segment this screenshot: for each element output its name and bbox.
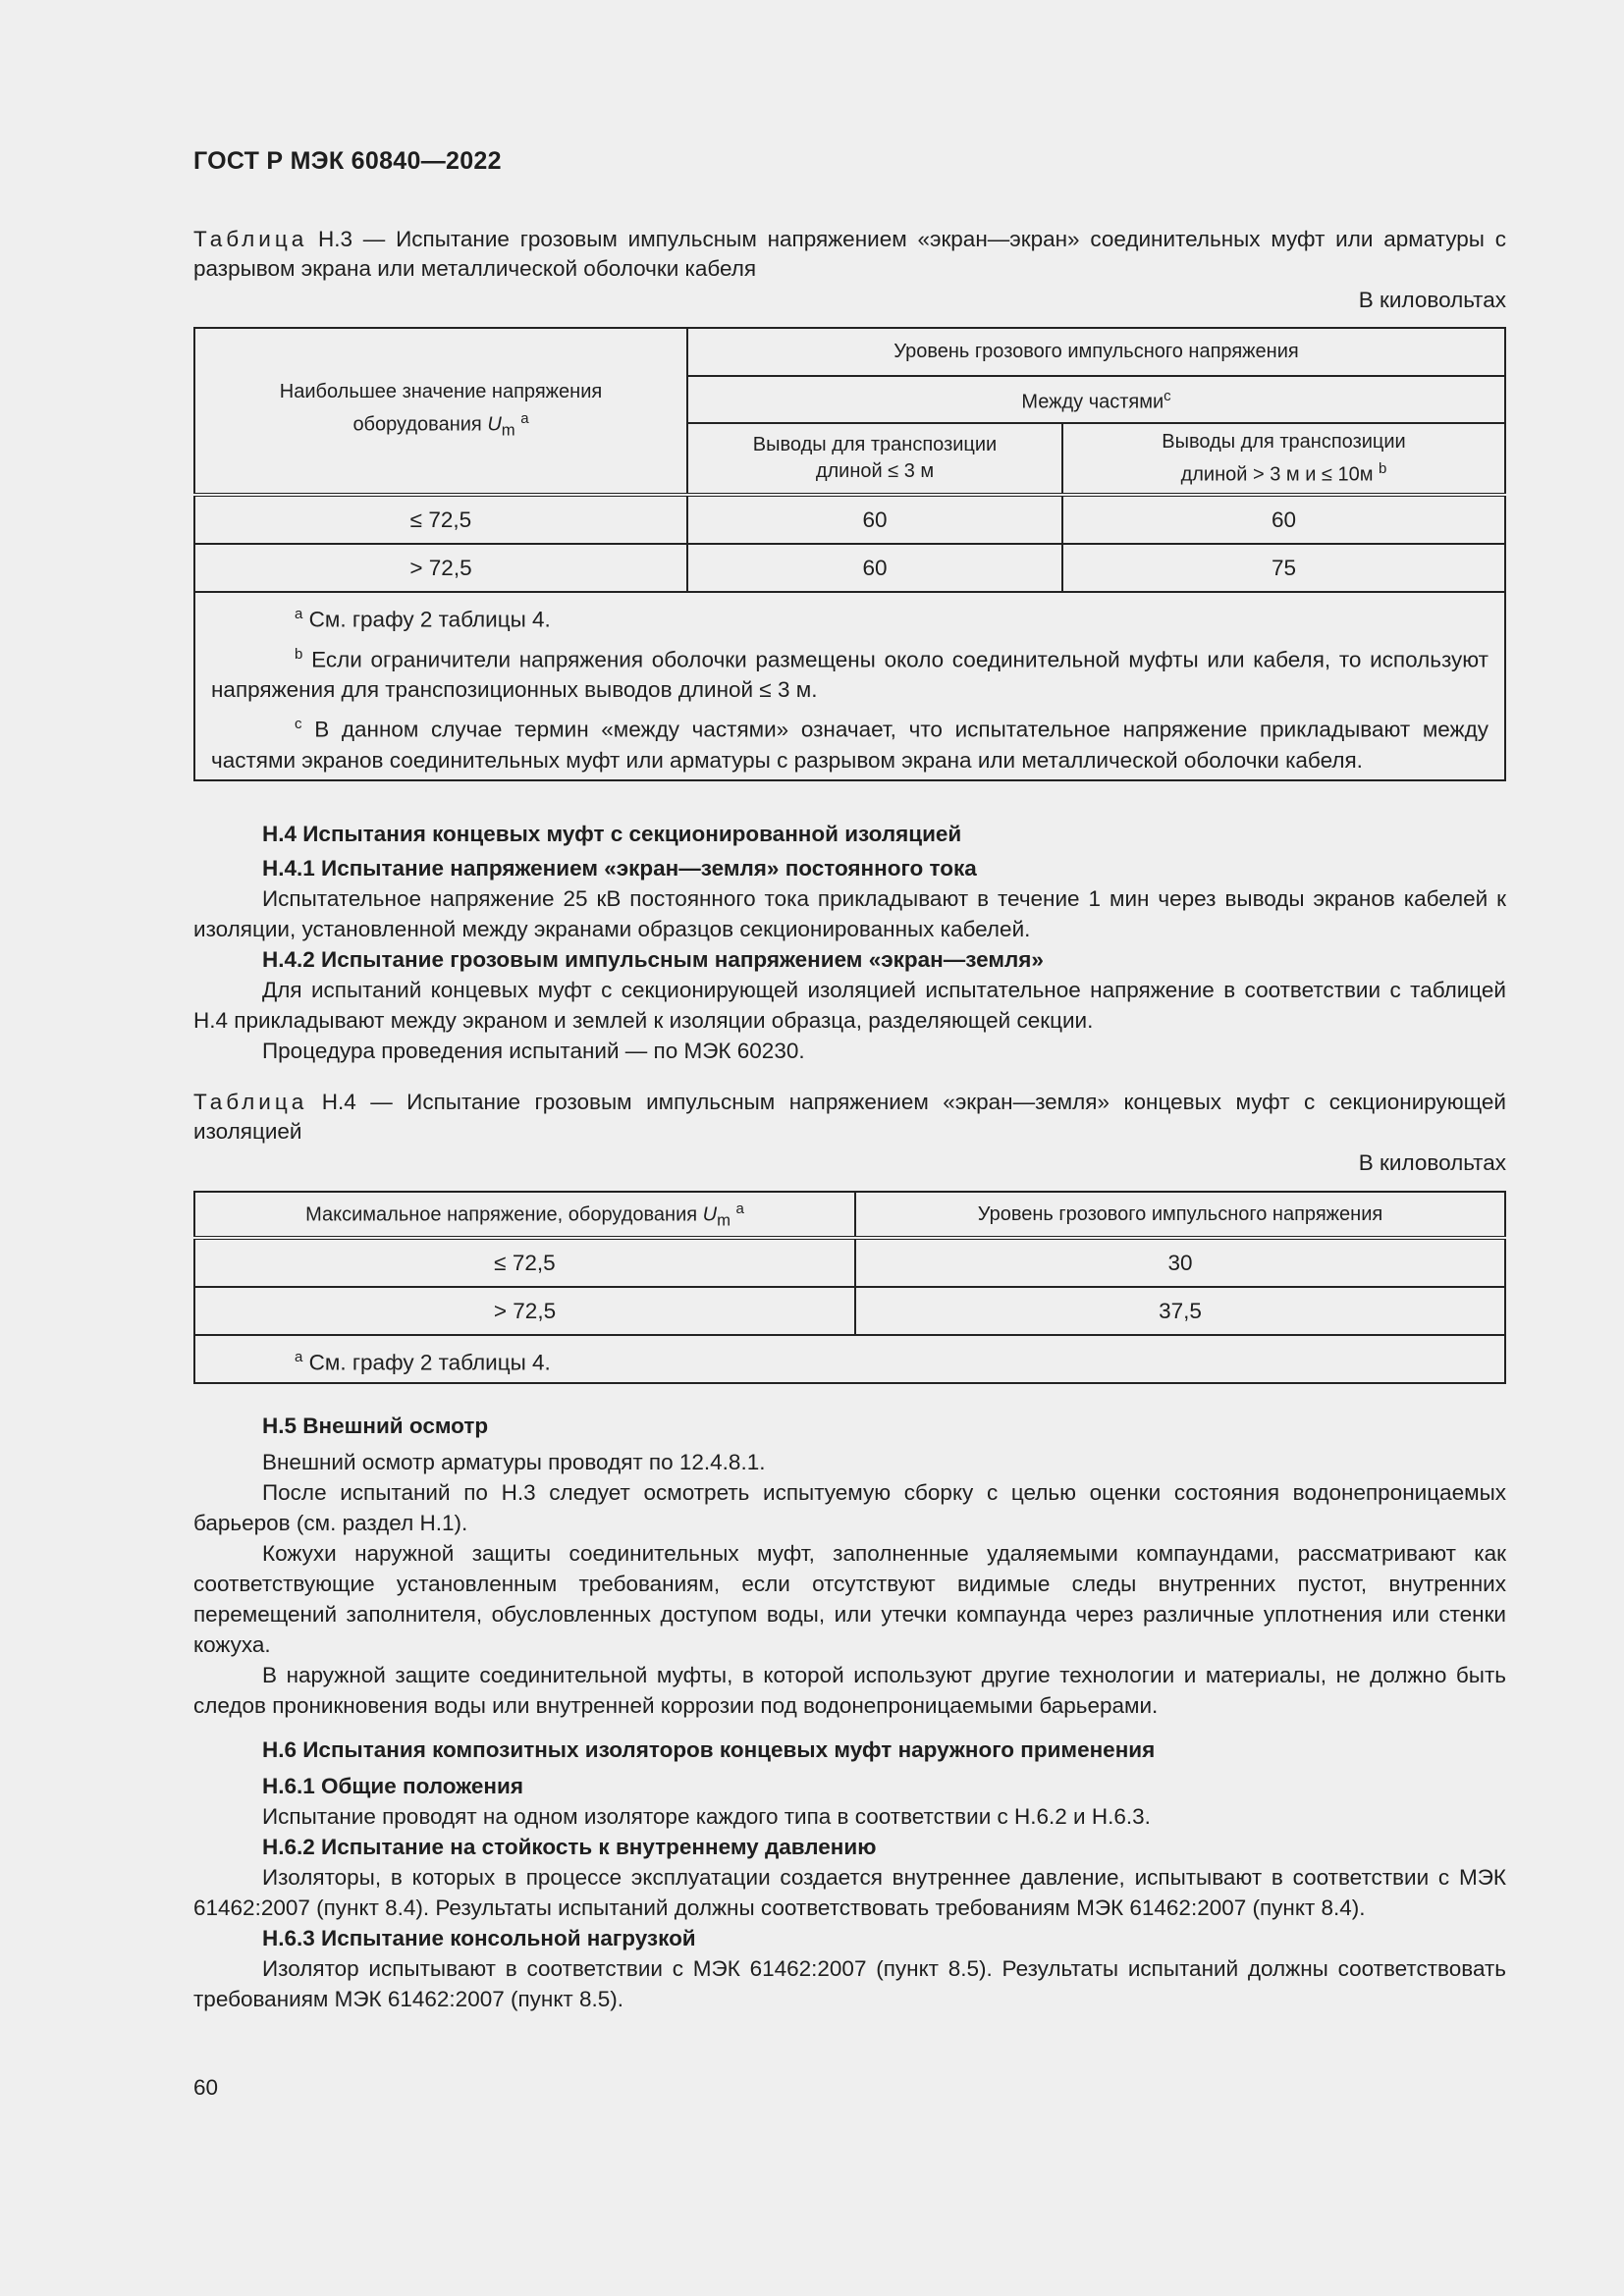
section-h41-text: Испытательное напряжение 25 кВ постоянного тока прикладывают в течение 1 мин через выводы экранов кабелей к изоляции, установленной между экранами образцов секционированных кабелей. (193, 886, 1506, 941)
table-h4-caption-label: Таблица (193, 1090, 308, 1114)
section-h4 (193, 819, 1506, 1066)
table-cell: 75 (1062, 544, 1505, 592)
section-h6 (193, 1735, 1506, 2014)
table-h4-caption-text: H.4 — Испытание грозовым импульсным напряжением «экран—земля» концевых муфт с секционирующей изоляцией (193, 1090, 1506, 1144)
table-h3-wrapper (193, 327, 1506, 781)
table-cell: > 72,5 (194, 544, 687, 592)
table-note: $^a$ См. графу 2 таблицы 4. (295, 1349, 551, 1375)
table-h3-col3-header: Выводы для транспозиции длиной > 3 м и ≤ 10м $^b$ (1062, 423, 1505, 495)
table-h3-caption (193, 225, 1506, 284)
table-h4-col2-header: Уровень грозового импульсного напряжения (855, 1192, 1505, 1238)
table-row (194, 495, 1505, 544)
table-cell: 30 (855, 1238, 1505, 1287)
table-h3-col2-header: Выводы для транспозиции длиной ≤ 3 м (687, 423, 1062, 495)
document-header: ГОСТ Р МЭК 60840—2022 (193, 147, 502, 175)
table-cell: 60 (687, 495, 1062, 544)
section-h4-title: H.4 Испытания концевых муфт с секционированной изоляцией (262, 822, 962, 846)
table-h4-caption-block (193, 1088, 1506, 1178)
table-cell: 37,5 (855, 1287, 1505, 1335)
table-cell: 60 (1062, 495, 1505, 544)
table-note: $^a$ См. графу 2 таблицы 4. (295, 606, 551, 632)
section-h61-text: Испытание проводят на одном изоляторе каждого типа в соответствии с H.6.2 и H.6.3. (262, 1804, 1151, 1829)
section-h61-title: H.6.1 Общие положения (262, 1774, 523, 1798)
section-h42-text2: Процедура проведения испытаний — по МЭК 60230. (262, 1039, 805, 1063)
table-h4-col1-header: Максимальное напряжение, оборудования $U_m$ $^a$ (194, 1192, 855, 1238)
section-h5 (193, 1411, 1506, 1721)
table-h4-caption (193, 1088, 1506, 1147)
table-h4 (193, 1191, 1506, 1384)
section-h62-text: Изоляторы, в которых в процессе эксплуатации создается внутреннее давление, испытывают в соответствии с МЭК 61462:2007 (пункт 8.4). Результаты испытаний должны соответствовать требованиям МЭК 61462:2007 (пункт 8.4). (193, 1865, 1506, 1920)
table-h3 (193, 327, 1506, 781)
section-h41-title: H.4.1 Испытание напряжением «экран—земля» постоянного тока (262, 856, 977, 881)
table-h4-notes (194, 1335, 1505, 1383)
table-cell: ≤ 72,5 (194, 495, 687, 544)
table-row (194, 1238, 1505, 1287)
section-h42-title: H.4.2 Испытание грозовым импульсным напряжением «экран—земля» (262, 947, 1044, 972)
table-note: $^b$ Если ограничители напряжения оболочки размещены около соединительной муфты или кабеля, то используют напряжения для транспозиционных выводов длиной ≤ 3 м. (211, 645, 1489, 702)
table-cell: 60 (687, 544, 1062, 592)
section-h63-title: H.6.3 Испытание консольной нагрузкой (262, 1926, 696, 1950)
table-h3-caption-label: Таблица (193, 227, 308, 251)
table-cell: ≤ 72,5 (194, 1238, 855, 1287)
table-h3-col-main: Наибольшее значение напряжения оборудования $U_m$ $^a$ (194, 328, 687, 495)
table-h4-wrapper (193, 1191, 1506, 1384)
section-h5-p4: В наружной защите соединительной муфты, в которой используют другие технологии и материалы, не должно быть следов проникновения воды или внутренней коррозии под водонепроницаемыми барьерами. (193, 1663, 1506, 1718)
table-row (194, 544, 1505, 592)
table-h4-unit: В киловольтах (1358, 1150, 1506, 1175)
page-number: 60 (193, 2075, 219, 2100)
table-h3-unit: В киловольтах (1358, 288, 1506, 312)
table-note: $^c$ В данном случае термин «между частями» означает, что испытательное напряжение прикладывают между частями экранов соединительных муфт или арматуры с разрывом экрана или металлической оболочки кабеля. (211, 716, 1489, 773)
section-h5-title: H.5 Внешний осмотр (262, 1414, 489, 1438)
table-h3-caption-text: H.3 — Испытание грозовым импульсным напряжением «экран—экран» соединительных муфт или арматуры с разрывом экрана или металлической оболочки кабеля (193, 227, 1506, 281)
table-h3-header-group: Уровень грозового импульсного напряжения (687, 328, 1505, 376)
section-h5-p2: После испытаний по H.3 следует осмотреть испытуемую сборку с целью оценки состояния водонепроницаемых барьеров (см. раздел H.1). (193, 1480, 1506, 1535)
table-h3-header-sub: Между частями$^c$ (687, 376, 1505, 423)
section-h5-p1: Внешний осмотр арматуры проводят по 12.4.8.1. (262, 1450, 766, 1474)
section-h42-text1: Для испытаний концевых муфт с секционирующей изоляцией испытательное напряжение в соответствии с таблицей H.4 прикладывают между экраном и землей к изоляции образца, разделяющей секции. (193, 978, 1506, 1033)
table-row (194, 1287, 1505, 1335)
table-cell: > 72,5 (194, 1287, 855, 1335)
section-h6-title: H.6 Испытания композитных изоляторов концевых муфт наружного применения (262, 1737, 1156, 1762)
table-h3-notes (194, 592, 1505, 780)
section-h63-text: Изолятор испытывают в соответствии с МЭК 61462:2007 (пункт 8.5). Результаты испытаний должны соответствовать требованиям МЭК 61462:2007 (пункт 8.5). (193, 1956, 1506, 2011)
table-h3-caption-block (193, 225, 1506, 315)
section-h5-p3: Кожухи наружной защиты соединительных муфт, заполненные удаляемыми компаундами, рассматривают как соответствующие установленным требованиям, если отсутствуют видимые следы внутренних пустот, внутренних перемещений заполнителя, обусловленных доступом воды, или утечки компаунда через различные уплотнения или стенки кожуха. (193, 1541, 1506, 1657)
section-h62-title: H.6.2 Испытание на стойкость к внутреннему давлению (262, 1835, 877, 1859)
